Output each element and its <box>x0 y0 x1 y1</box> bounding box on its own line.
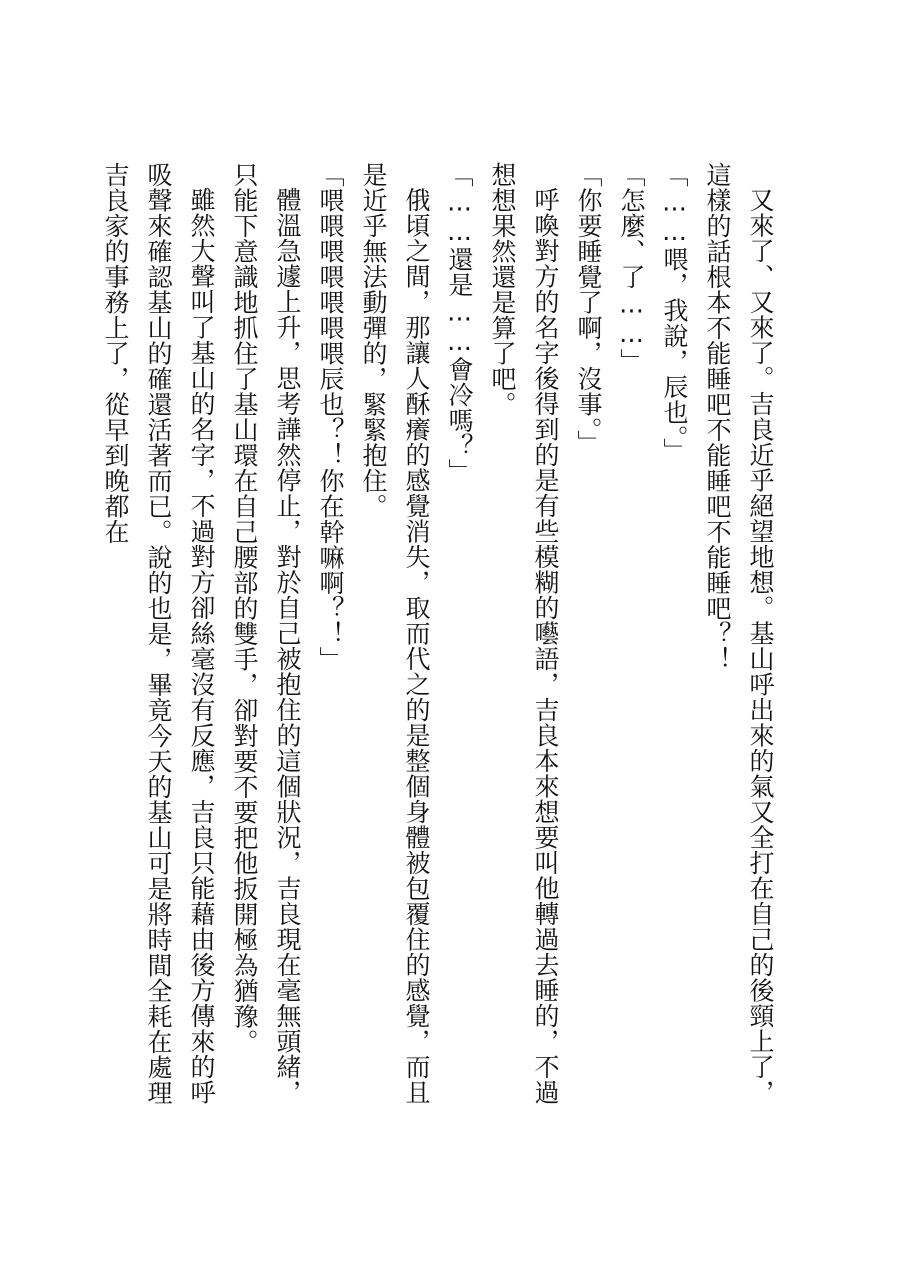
paragraph-10: 雖然大聲叫了基山的名字，不過對方卻絲毫沒有反應，吉良只能藉由後方傳來的呼吸聲來確認基山的確還活著而已。說的也是，畢竟今天的基山可是將時間全耗在處理吉良家的事務上了，從早到晚都在 <box>101 162 216 1106</box>
paragraph-2-dialogue: 「……喂，我說，辰也。」 <box>660 162 689 464</box>
paragraph-3-dialogue: 「怎麼、了……」 <box>617 162 646 374</box>
paragraph-9: 體溫急遽上升，思考譁然停止，對於自己被抱住的這個狀況，吉良現在毫無頭緒，只能下意識地抓住了基山環在自己腰部的雙手，卻對要不要把他扳開極為猶豫。 <box>230 162 302 1105</box>
paragraph-4-dialogue: 「你要睡覺了啊，沒事。」 <box>574 162 603 456</box>
paragraph-1: 又來了、又來了。吉良近乎絕望地想。基山呼出來的氣又全打在自己的後頸上了，這樣的話根本不能睡吧不能睡吧不能睡吧？！ <box>703 162 775 1105</box>
paragraph-6-dialogue: 「……還是……會冷嗎？」 <box>445 162 474 484</box>
paragraph-5: 呼喚對方的名字後得到的是有些模糊的囈語，吉良本來想要叫他轉過去睡的，不過想想果然還是算了吧。 <box>488 162 560 1105</box>
paragraph-7: 俄頃之間，那讓人酥癢的感覺消失，取而代之的是整個身體被包覆住的感覺，而且是近乎無法動彈的，緊緊抱住。 <box>359 162 431 1105</box>
paragraph-8-dialogue: 「喂喂喂喂喂喂喂辰也？！你在幹嘛啊？！」 <box>316 162 345 672</box>
vertical-text-body <box>94 162 782 1122</box>
